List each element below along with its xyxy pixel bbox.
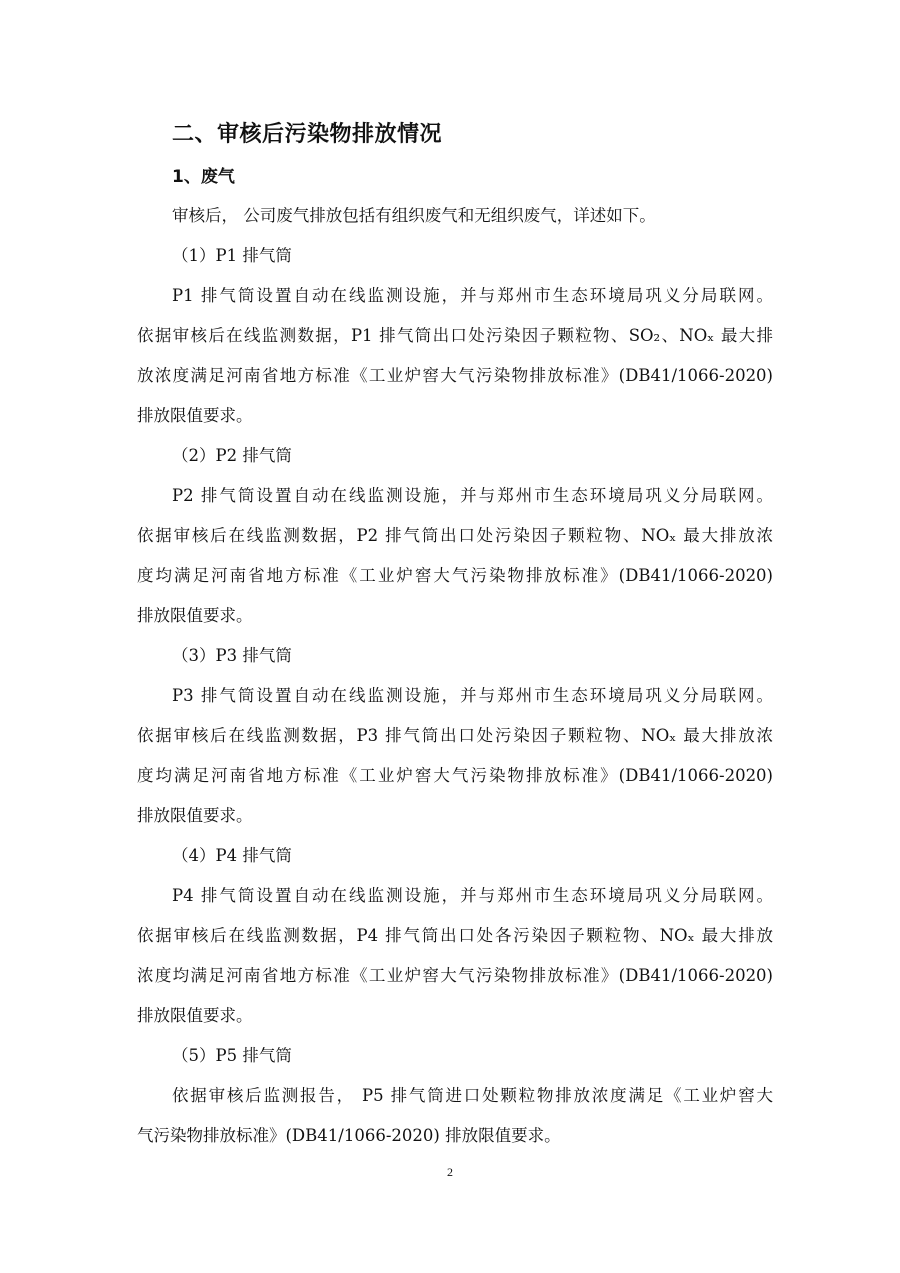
subsection-heading: 1、废气 bbox=[172, 167, 235, 187]
paragraph-line: 依据审核后在线监测数据，P3 排气筒出口处污染因子颗粒物、NOₓ 最大排放浓 bbox=[137, 726, 773, 745]
section-heading: 二、审核后污染物排放情况 bbox=[172, 122, 443, 147]
paragraph-line: P2 排气筒设置自动在线监测设施，并与郑州市生态环境局巩义分局联网。 bbox=[172, 486, 773, 505]
paragraph-line: 依据审核后在线监测数据，P2 排气筒出口处污染因子颗粒物、NOₓ 最大排放浓 bbox=[137, 526, 773, 545]
paragraph-line: 排放限值要求。 bbox=[137, 606, 253, 625]
section-title-p2: （2）P2 排气筒 bbox=[172, 446, 292, 465]
paragraph-line: 气污染物排放标准》(DB41/1066-2020) 排放限值要求。 bbox=[137, 1126, 561, 1145]
section-title-p3: （3）P3 排气筒 bbox=[172, 646, 292, 665]
paragraph-line: P1 排气筒设置自动在线监测设施，并与郑州市生态环境局巩义分局联网。 bbox=[172, 286, 773, 305]
paragraph-line: 依据审核后在线监测数据，P1 排气筒出口处污染因子颗粒物、SO₂、NOₓ 最大排 bbox=[137, 326, 773, 345]
page-number: 2 bbox=[447, 1165, 453, 1179]
paragraph-line: 依据审核后在线监测数据，P4 排气筒出口处各污染因子颗粒物、NOₓ 最大排放 bbox=[137, 926, 773, 945]
paragraph-line: 排放限值要求。 bbox=[137, 406, 253, 425]
paragraph-line: 浓度均满足河南省地方标准《工业炉窖大气污染物排放标准》(DB41/1066-2020) bbox=[137, 966, 773, 985]
paragraph-line: 度均满足河南省地方标准《工业炉窖大气污染物排放标准》(DB41/1066-2020) bbox=[137, 566, 773, 585]
paragraph-line: 依据审核后监测报告， P5 排气筒进口处颗粒物排放浓度满足《工业炉窖大 bbox=[172, 1086, 773, 1105]
section-title-p1: （1）P1 排气筒 bbox=[172, 246, 292, 265]
paragraph-line: 排放限值要求。 bbox=[137, 1006, 253, 1025]
paragraph-line: 放浓度满足河南省地方标准《工业炉窖大气污染物排放标准》(DB41/1066-2020) bbox=[137, 366, 773, 385]
paragraph-line: 度均满足河南省地方标准《工业炉窖大气污染物排放标准》(DB41/1066-2020) bbox=[137, 766, 773, 785]
section-title-p4: （4）P4 排气筒 bbox=[172, 846, 292, 865]
intro-paragraph: 审核后， 公司废气排放包括有组织废气和无组织废气，详述如下。 bbox=[172, 206, 656, 225]
paragraph-line: P3 排气筒设置自动在线监测设施，并与郑州市生态环境局巩义分局联网。 bbox=[172, 686, 773, 705]
paragraph-line: P4 排气筒设置自动在线监测设施，并与郑州市生态环境局巩义分局联网。 bbox=[172, 886, 773, 905]
section-title-p5: （5）P5 排气筒 bbox=[172, 1046, 292, 1065]
paragraph-line: 排放限值要求。 bbox=[137, 806, 253, 825]
